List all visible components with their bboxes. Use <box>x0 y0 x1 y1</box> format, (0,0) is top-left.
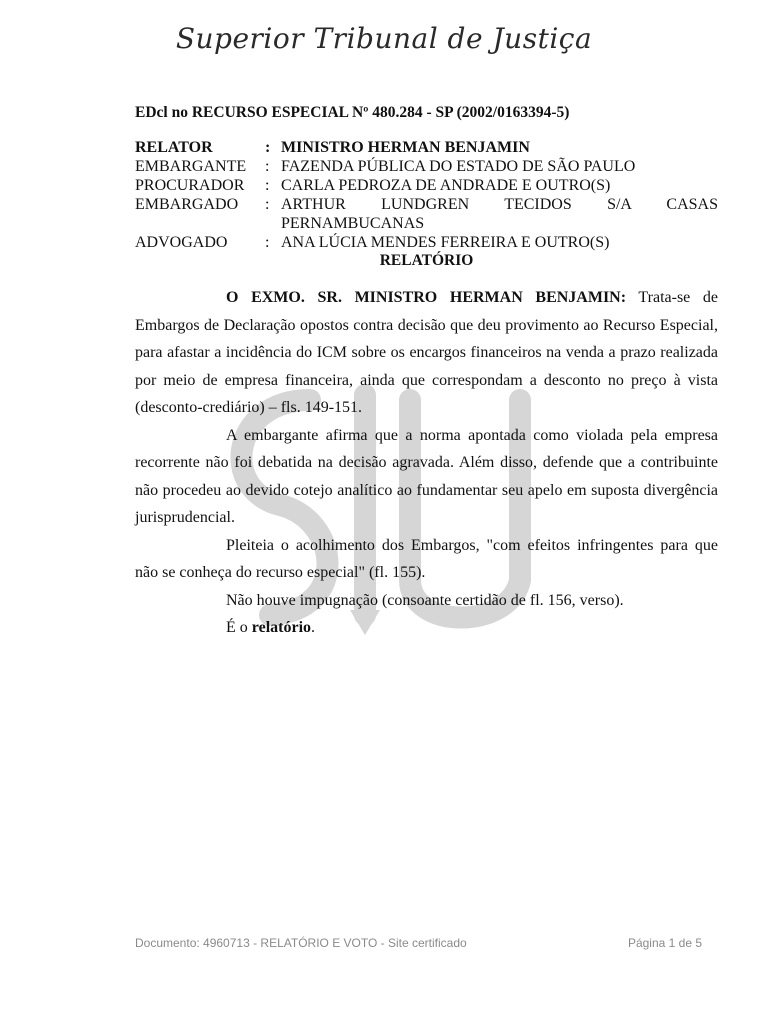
party-embargado <box>135 195 718 214</box>
party-separator: : <box>265 234 270 251</box>
party-separator: : <box>265 158 270 175</box>
party-role: PROCURADOR <box>135 177 245 194</box>
court-name-header: Superior Tribunal de Justiça <box>175 22 593 55</box>
party-name: CARLA PEDROZA DE ANDRADE E OUTRO(S) <box>281 177 611 194</box>
party-role: EMBARGADO <box>135 196 239 213</box>
party-advogado <box>135 233 718 252</box>
party-name-continued: PERNAMBUCANAS <box>281 215 425 232</box>
closing-prefix: É o <box>226 619 252 636</box>
party-embargado-continued <box>135 214 718 233</box>
paragraph-4: Não houve impugnação (consoante certidão de fl. 156, verso). <box>226 591 624 609</box>
closing-bold: relatório <box>251 619 312 636</box>
paragraph-3: Pleiteia o acolhimento dos Embargos, "com efeitos infringentes para que não se conheça do recurso especial" (fl. 155). <box>135 536 718 581</box>
speaker-label: O EXMO. SR. MINISTRO HERMAN BENJAMIN: <box>226 289 627 306</box>
section-title: RELATÓRIO <box>379 252 474 269</box>
closing-suffix: . <box>311 619 316 636</box>
party-name: MINISTRO HERMAN BENJAMIN <box>281 139 530 156</box>
party-relator <box>135 138 718 157</box>
paragraph-2: A embargante afirma que a norma apontada como violada pela empresa recorrente não foi debatida na decisão agravada. Além disso, defende que a contribuinte não procedeu ao devido cotejo analítico ao fundamentar seu apelo em suposta divergência jurisprudencial. <box>135 426 718 526</box>
party-role: EMBARGANTE <box>135 158 247 175</box>
party-separator: : <box>265 177 270 194</box>
party-name: ANA LÚCIA MENDES FERREIRA E OUTRO(S) <box>281 234 610 251</box>
page-number: Página 1 de 5 <box>627 936 702 950</box>
paragraph-5 <box>135 614 718 642</box>
paragraph-1-text: Trata-se de Embargos de Declaração opostos contra decisão que deu provimento ao Recurso Especial, para afastar a incidência do ICM sobre os encargos financeiros na venda a prazo realizada por meio de empresa financeira, ainda que correspondam a desconto no preço à vista (desconto-crediário) – fls. 149-151. <box>135 289 719 416</box>
paragraph-1 <box>135 284 718 422</box>
party-embargante <box>135 157 718 176</box>
party-role: RELATOR <box>135 139 213 156</box>
party-procurador <box>135 176 718 195</box>
document-info: Documento: 4960713 - RELATÓRIO E VOTO - Site certificado <box>135 936 467 950</box>
report-body <box>135 284 718 642</box>
party-name: ARTHUR LUNDGREN TECIDOS S/A CASAS <box>281 196 718 213</box>
party-name: FAZENDA PÚBLICA DO ESTADO DE SÃO PAULO <box>281 158 636 175</box>
parties-list <box>135 138 718 252</box>
party-separator: : <box>265 139 271 156</box>
party-separator: : <box>265 196 270 213</box>
party-role: ADVOGADO <box>135 234 228 251</box>
page-footer <box>135 936 702 950</box>
case-title: EDcl no RECURSO ESPECIAL Nº 480.284 - SP (2002/0163394-5) <box>135 104 570 121</box>
